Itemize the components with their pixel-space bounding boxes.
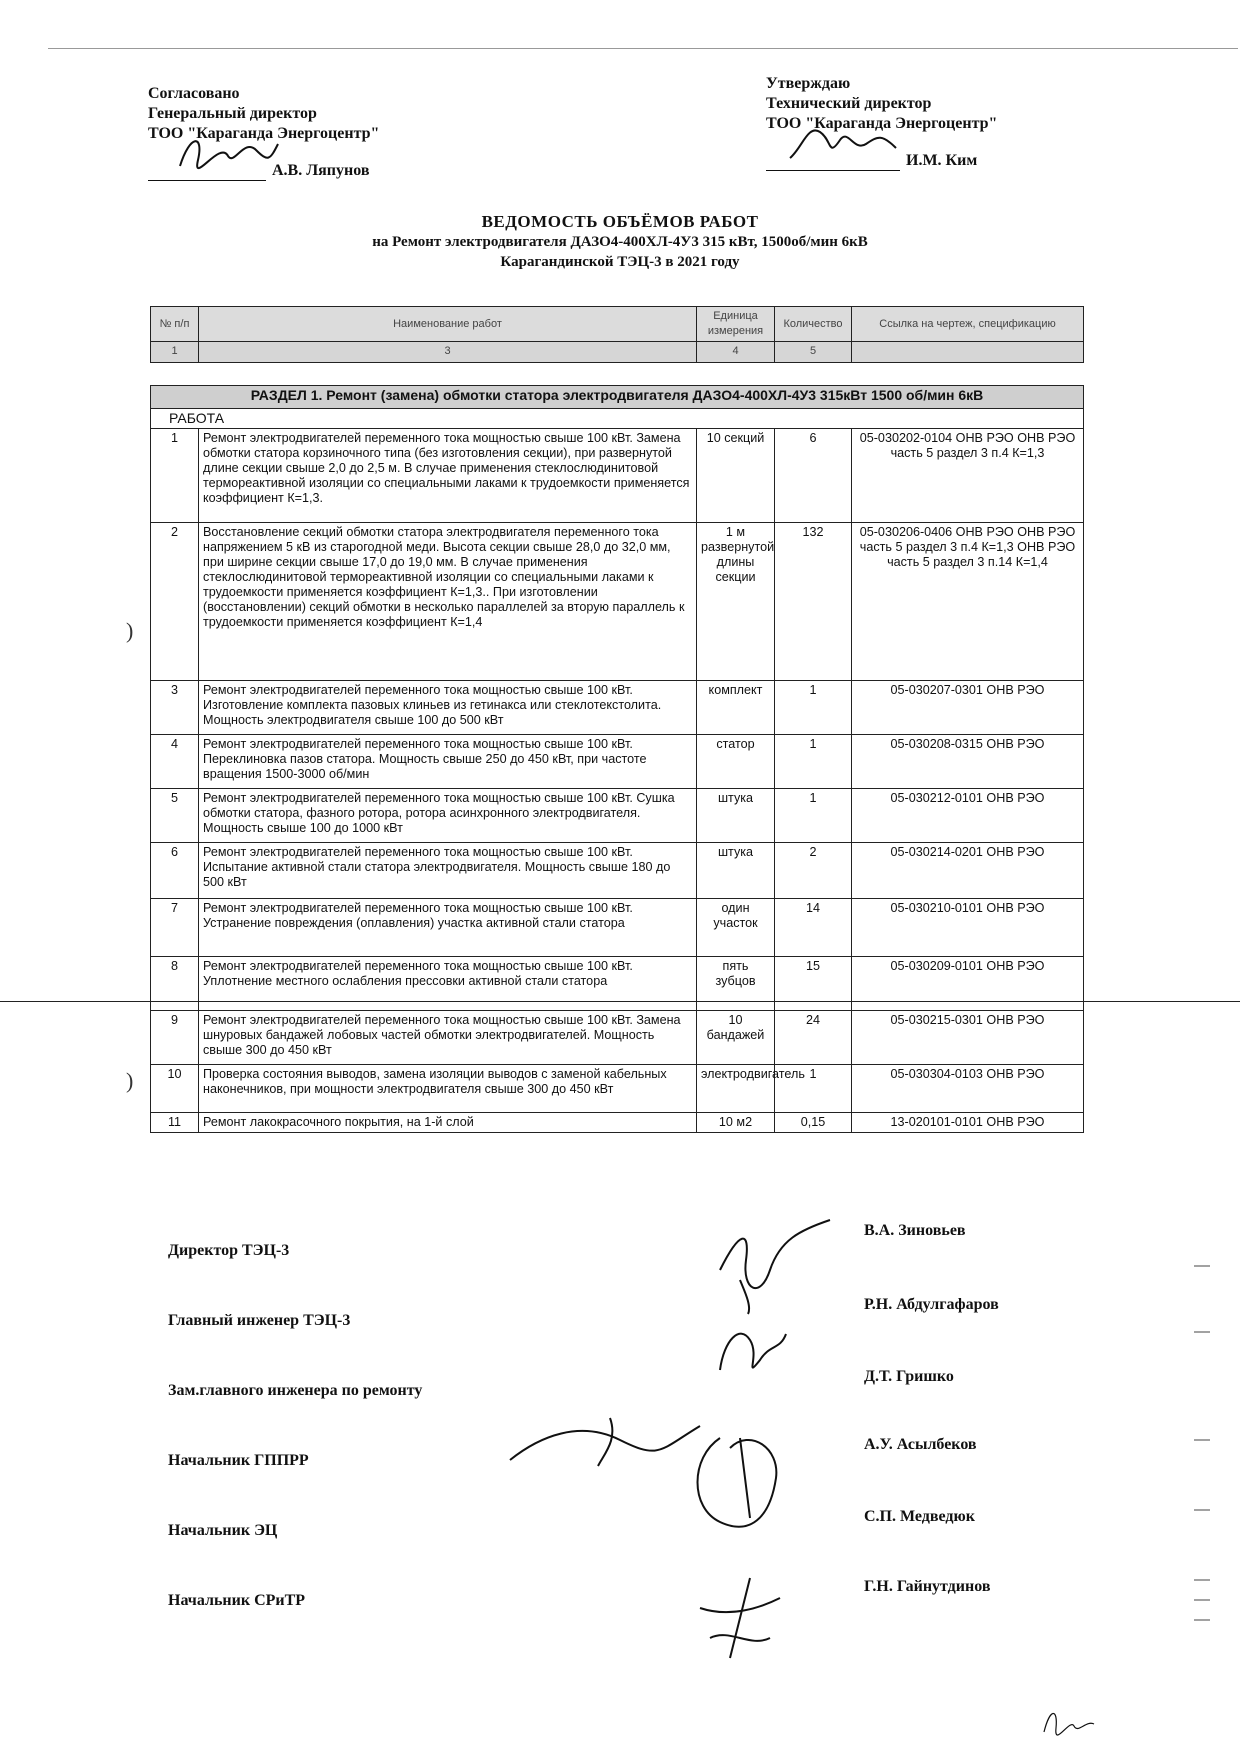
row-unit: комплект — [697, 681, 775, 735]
row-number: 1 — [151, 429, 199, 523]
row-reference: 05-030207-0301 ОНВ РЭО — [852, 681, 1084, 735]
row-work: Проверка состояния выводов, замена изоляции выводов с заменой кабельных наконечников, при мощности электродвигателя свыше 300 до 450 кВт — [199, 1065, 697, 1113]
row-reference: 05-030210-0101 ОНВ РЭО — [852, 899, 1084, 957]
header-quantity: Количество — [775, 307, 852, 342]
row-work: Ремонт электродвигателей переменного тока мощностью свыше 100 кВт. Замена шнуровых бандажей лобовых частей обмотки электродвигателей. Мощность свыше 300 до 450 кВт — [199, 1011, 697, 1065]
table-spacer-row — [151, 363, 1084, 386]
margin-mark: ) — [126, 1068, 134, 1093]
scan-artifact-line — [0, 1001, 1240, 1002]
signer-position: Начальник ЭЦ — [168, 1522, 278, 1539]
document-subtitle-location: Карагандинской ТЭЦ-3 в 2021 году — [500, 254, 740, 270]
table-row — [151, 1011, 1084, 1065]
row-unit: один участок — [697, 899, 775, 957]
row-number: 9 — [151, 1011, 199, 1065]
signer-position: Начальник ГППРР — [168, 1452, 309, 1469]
row-number: 7 — [151, 899, 199, 957]
approval-left-position: Генеральный директор — [148, 105, 317, 122]
row-work: Ремонт электродвигателей переменного тока мощностью свыше 100 кВт. Замена обмотки статора корзиночного типа (без изготовления секции), при развернутой длине секции свыше 2,0 до 2,5 м. В случае применения стеклослюдинитовой термореактивной изоляции со специальными лаками к трудоемкости применяется коэффициент К=1,3. — [199, 429, 697, 523]
table-subheader-row — [151, 409, 1084, 429]
signer-row — [168, 1368, 1068, 1402]
row-reference: 05-030208-0315 ОНВ РЭО — [852, 735, 1084, 789]
signer-position: Зам.главного инженера по ремонту — [168, 1382, 423, 1399]
approval-left-signer: А.В. Ляпунов — [272, 162, 370, 179]
signature-director — [700, 1210, 850, 1320]
signer-name: С.П. Медведюк — [864, 1508, 975, 1525]
header-reference: Ссылка на чертеж, спецификацию — [852, 307, 1084, 342]
row-reference: 13-020101-0101 ОНВ РЭО — [852, 1113, 1084, 1133]
row-quantity: 0,15 — [775, 1113, 852, 1133]
subheader-work: РАБОТА — [151, 409, 1084, 429]
table-row — [151, 899, 1084, 957]
row-number: 8 — [151, 957, 199, 1011]
row-quantity: 132 — [775, 523, 852, 681]
row-unit: пять зубцов — [697, 957, 775, 1011]
document-subtitle: на Ремонт электродвигателя ДАЗО4-400ХЛ-4У3 315 кВт, 1500об/мин 6кВ — [372, 234, 868, 250]
row-work: Ремонт электродвигателей переменного тока мощностью свыше 100 кВт. Испытание активной стали статора электродвигателя. Мощность свыше 180 до 500 кВт — [199, 843, 697, 899]
signature-chief-engineer — [690, 1310, 810, 1390]
signer-row — [168, 1578, 1068, 1612]
header-work-name: Наименование работ — [199, 307, 697, 342]
signer-name: Р.Н. Абдулгафаров — [864, 1296, 999, 1313]
row-number: 2 — [151, 523, 199, 681]
row-reference: 05-030304-0103 ОНВ РЭО — [852, 1065, 1084, 1113]
document-title-block — [300, 212, 940, 272]
row-work: Ремонт электродвигателей переменного тока мощностью свыше 100 кВт. Уплотнение местного ослабления прессовки активной стали статора — [199, 957, 697, 1011]
row-work: Ремонт электродвигателей переменного тока мощностью свыше 100 кВт. Изготовление комплекта пазовых клиньев из гетинакса или стеклотекстолита. Мощность электродвигателя свыше 100 до 500 кВт — [199, 681, 697, 735]
approval-right-company: ТОО "Караганда Энергоцентр" — [766, 115, 998, 132]
approval-right-signer: И.М. Ким — [906, 152, 978, 169]
table-row — [151, 681, 1084, 735]
signer-position: Директор ТЭЦ-3 — [168, 1242, 290, 1259]
scan-edge-marks — [1192, 1260, 1212, 1640]
table-header-row — [151, 307, 1084, 342]
header-unit: Единица измерения — [697, 307, 775, 342]
row-number: 11 — [151, 1113, 199, 1133]
signer-row — [168, 1296, 1068, 1332]
approval-left-company: ТОО "Караганда Энергоцентр" — [148, 125, 380, 142]
row-quantity: 2 — [775, 843, 852, 899]
approval-right-signature — [784, 118, 914, 166]
table-row — [151, 429, 1084, 523]
row-reference: 05-030215-0301 ОНВ РЭО — [852, 1011, 1084, 1065]
page-initials — [1040, 1702, 1100, 1742]
signer-row — [168, 1508, 1068, 1542]
approval-left-signature-row — [148, 150, 379, 181]
row-number: 3 — [151, 681, 199, 735]
table-section-row — [151, 386, 1084, 409]
row-unit: 1 м развернутой длины секции — [697, 523, 775, 681]
row-unit: электродвигатель — [697, 1065, 775, 1113]
row-unit: статор — [697, 735, 775, 789]
row-work: Восстановление секций обмотки статора электродвигателя переменного тока напряжением 5 кВ из старогодной меди. Высота секции свыше 28,0 до 32,0 мм, при ширине секции свыше 17,0 до 19,0 мм. В случае применения стеклослюдинитовой термореактивной изоляции со специальными лаками к трудоемкости применяется коэффициент К=1,3.. При изготовлении (восстановлении) секций обмотки в несколько параллелей за вторую параллель к трудоемкости применяется коэффициент К=1,4 — [199, 523, 697, 681]
table-row — [151, 523, 1084, 681]
row-reference: 05-030206-0406 ОНВ РЭО ОНВ РЭО часть 5 раздел 3 п.4 К=1,3 ОНВ РЭО часть 5 раздел 3 п.14 К=1,4 — [852, 523, 1084, 681]
row-reference: 05-030212-0101 ОНВ РЭО — [852, 789, 1084, 843]
column-number-5: 5 — [775, 342, 852, 363]
row-unit: штука — [697, 843, 775, 899]
row-quantity: 14 — [775, 899, 852, 957]
row-unit: 10 секций — [697, 429, 775, 523]
row-work: Ремонт лакокрасочного покрытия, на 1-й слой — [199, 1113, 697, 1133]
scan-top-edge — [48, 48, 1238, 49]
signer-position: Главный инженер ТЭЦ-3 — [168, 1312, 351, 1329]
table-row — [151, 1113, 1084, 1133]
approval-left-heading: Согласовано — [148, 85, 240, 102]
row-unit: 10 бандажей — [697, 1011, 775, 1065]
approval-left-signature-line — [148, 150, 266, 181]
column-number-1: 1 — [151, 342, 199, 363]
row-quantity: 1 — [775, 1065, 852, 1113]
row-work: Ремонт электродвигателей переменного тока мощностью свыше 100 кВт. Переклиновка пазов статора. Мощность свыше 250 до 450 кВт, при частоте вращения 1500-3000 об/мин — [199, 735, 697, 789]
table-row — [151, 789, 1084, 843]
margin-mark: ) — [126, 618, 134, 643]
column-number-4: 4 — [697, 342, 775, 363]
row-number: 10 — [151, 1065, 199, 1113]
row-work: Ремонт электродвигателей переменного тока мощностью свыше 100 кВт. Устранение повреждения (оплавления) участка активной стали статора — [199, 899, 697, 957]
row-reference: 05-030202-0104 ОНВ РЭО ОНВ РЭО часть 5 раздел 3 п.4 К=1,3 — [852, 429, 1084, 523]
approval-right-heading: Утверждаю — [766, 75, 851, 92]
column-number-6 — [852, 342, 1084, 363]
header-number: № п/п — [151, 307, 199, 342]
table-column-numbers-row — [151, 342, 1084, 363]
signer-name: В.А. Зиновьев — [864, 1222, 966, 1239]
signer-position: Начальник СРиТР — [168, 1592, 306, 1609]
row-quantity: 6 — [775, 429, 852, 523]
row-quantity: 1 — [775, 789, 852, 843]
row-unit: 10 м2 — [697, 1113, 775, 1133]
signer-name: Д.Т. Гришко — [864, 1368, 954, 1385]
row-unit: штука — [697, 789, 775, 843]
table-row — [151, 957, 1084, 1011]
row-quantity: 1 — [775, 735, 852, 789]
row-reference: 05-030209-0101 ОНВ РЭО — [852, 957, 1084, 1011]
approval-right-signature-line — [766, 140, 900, 171]
row-quantity: 1 — [775, 681, 852, 735]
signature-deputy-engineer — [500, 1400, 710, 1480]
signature-srtr — [690, 1568, 810, 1668]
row-number: 4 — [151, 735, 199, 789]
row-quantity: 24 — [775, 1011, 852, 1065]
column-number-3: 3 — [199, 342, 697, 363]
approval-right-position: Технический директор — [766, 95, 932, 112]
row-number: 6 — [151, 843, 199, 899]
works-table — [150, 306, 1084, 1133]
signer-name: Г.Н. Гайнутдинов — [864, 1578, 991, 1595]
signer-row — [168, 1222, 1068, 1262]
approval-left-block — [148, 84, 379, 181]
row-quantity: 15 — [775, 957, 852, 1011]
row-number: 5 — [151, 789, 199, 843]
signature-gpprr — [680, 1418, 800, 1538]
approval-right-block — [766, 74, 997, 171]
table-row — [151, 1065, 1084, 1113]
document-title: ВЕДОМОСТЬ ОБЪЁМОВ РАБОТ — [481, 212, 759, 231]
approval-right-signature-row — [766, 140, 997, 171]
row-reference: 05-030214-0201 ОНВ РЭО — [852, 843, 1084, 899]
table-row — [151, 735, 1084, 789]
section-title: РАЗДЕЛ 1. Ремонт (замена) обмотки статора электродвигателя ДАЗО4-400ХЛ-4У3 315кВт 1500 об/мин 6кВ — [151, 386, 1084, 409]
row-work: Ремонт электродвигателей переменного тока мощностью свыше 100 кВт. Сушка обмотки статора, фазного ротора, ротора асинхронного электродвигателя. Мощность свыше 100 до 1000 кВт — [199, 789, 697, 843]
table-row — [151, 843, 1084, 899]
signer-name: А.У. Асылбеков — [864, 1436, 977, 1453]
approval-left-signature — [170, 130, 288, 174]
